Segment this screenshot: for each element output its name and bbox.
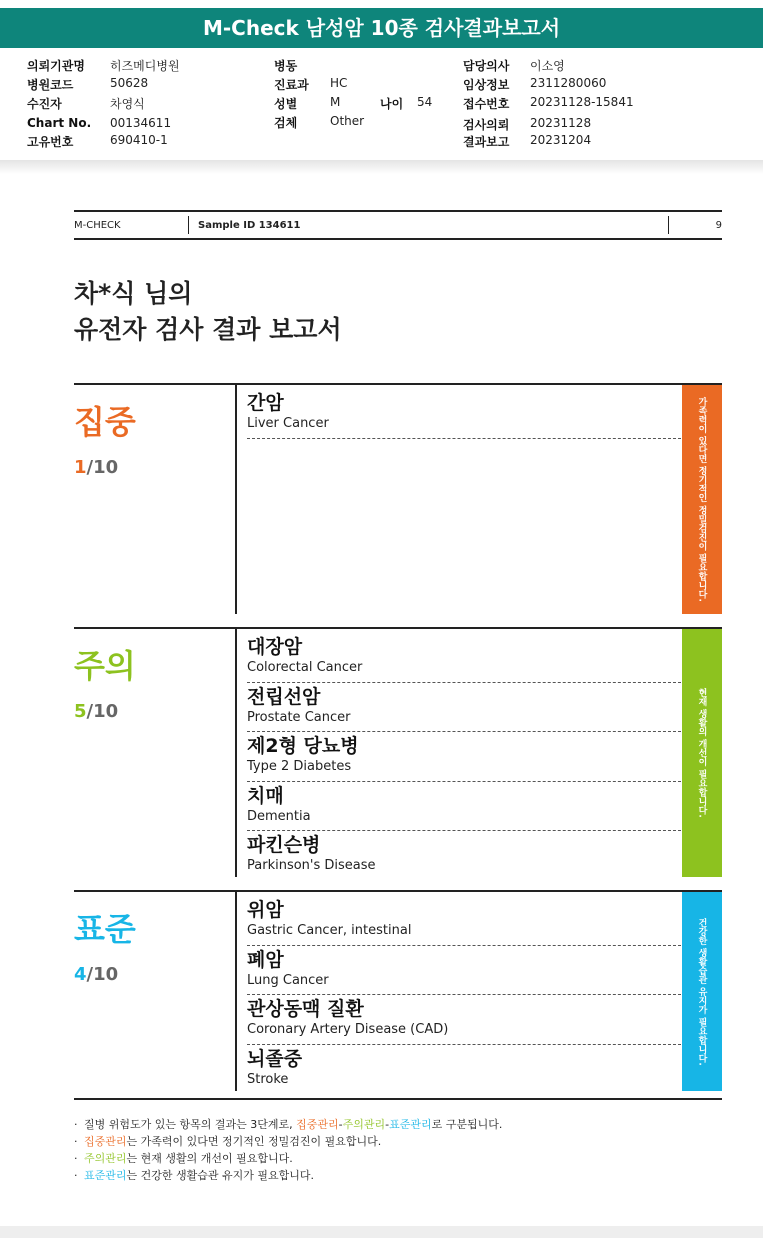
disease-list (247, 633, 681, 881)
disease-name-ko: 위암 (247, 899, 284, 921)
info-value: Other (330, 114, 365, 128)
header-page-number: 9 (715, 220, 722, 231)
note-dash: - (338, 1118, 343, 1131)
info-label: 임상정보 (463, 78, 510, 92)
disease-name-en: Gastric Cancer, intestinal (247, 923, 412, 938)
legend-notes (74, 1116, 502, 1184)
header-brand: M-CHECK (74, 220, 121, 231)
note-text: 로 구분됩니다. (431, 1118, 503, 1131)
disease-item (247, 633, 681, 683)
count-total: /10 (86, 457, 119, 478)
count-hit: 4 (74, 964, 87, 985)
disease-item (247, 389, 681, 439)
info-label: 수진자 (27, 97, 62, 111)
disease-name-ko: 간암 (247, 392, 284, 414)
disease-list (247, 389, 681, 439)
note-focus-term: 집중관리 (296, 1118, 339, 1131)
info-value: 히즈메디병원 (110, 59, 180, 73)
section-divider (235, 385, 237, 614)
note-standard-term: 표준관리 (389, 1118, 432, 1131)
disease-name-en: Lung Cancer (247, 972, 329, 988)
disease-name-ko: 폐암 (247, 948, 284, 971)
info-value: 00134611 (110, 116, 172, 130)
header-sample-id: Sample ID 134611 (198, 220, 301, 231)
info-value: HC (330, 76, 348, 90)
section-standard (74, 890, 722, 1089)
note-dash: - (385, 1118, 390, 1131)
disease-name-en: Dementia (247, 808, 311, 824)
note-line (74, 1133, 502, 1150)
disease-item (247, 831, 681, 881)
note-bullet: · (74, 1135, 78, 1148)
patient-info-block (0, 52, 763, 162)
running-header (74, 210, 722, 240)
disease-name-en: Liver Cancer (247, 416, 329, 431)
count-hit: 5 (74, 701, 87, 722)
info-value: 50628 (110, 76, 149, 90)
section-side-note: 건강한 생활습관 유지가 필요합니다. (682, 892, 722, 1091)
section-focus (74, 383, 722, 612)
disease-item (247, 896, 681, 946)
disease-item (247, 1045, 681, 1095)
note-caution-term: 주의관리 (84, 1152, 127, 1165)
section-side-note: 현재 생활의 개선이 필요합니다. (682, 629, 722, 877)
report-title: M-Check 남성암 10종 검사결과보고서 (0, 8, 763, 48)
info-label: 진료과 (274, 78, 309, 92)
info-label: Chart No. (27, 116, 92, 130)
disease-name-ko: 전립선암 (247, 685, 321, 708)
disease-name-en: Stroke (247, 1071, 289, 1087)
note-standard-term: 표준관리 (84, 1169, 127, 1182)
section-divider (235, 629, 237, 877)
info-value: 차영식 (110, 97, 145, 111)
disease-name-ko: 관상동맥 질환 (247, 998, 364, 1020)
note-caution-term: 주의관리 (342, 1118, 386, 1131)
info-label: 담당의사 (463, 59, 510, 73)
disease-name-ko: 치매 (247, 784, 284, 807)
section-count (74, 701, 118, 722)
section-caution (74, 627, 722, 875)
section-count (74, 457, 118, 478)
info-label: 병동 (274, 59, 298, 73)
header-divider (668, 216, 669, 234)
page-separator (0, 160, 763, 174)
note-line (74, 1150, 502, 1167)
info-label: 병원코드 (27, 78, 74, 92)
disease-name-en: Prostate Cancer (247, 709, 351, 725)
note-text: 는 현재 생활의 개선이 필요합니다. (126, 1152, 293, 1165)
note-focus-term: 집중관리 (84, 1135, 127, 1148)
info-label: 의뢰기관명 (27, 59, 85, 73)
info-label: 성별 (274, 97, 298, 111)
report-headline (74, 276, 342, 348)
disease-item (247, 946, 681, 996)
disease-name-en: Parkinson's Disease (247, 858, 376, 873)
section-category: 집중 (74, 403, 136, 441)
note-text: 질병 위험도가 있는 항목의 결과는 3단계로, (84, 1118, 297, 1131)
note-bullet: · (74, 1152, 78, 1165)
info-label: 검체 (274, 116, 298, 130)
section-side-note: 가족력이 있다면 정기적인 정밀검진이 필요합니다. (682, 385, 722, 614)
disease-name-en: Type 2 Diabetes (247, 759, 352, 774)
disease-item (247, 683, 681, 733)
info-value: 2311280060 (530, 76, 607, 90)
info-value: 20231128 (530, 116, 592, 130)
disease-name-ko: 제2형 당뇨병 (247, 735, 359, 757)
info-value: 20231128-15841 (530, 95, 634, 109)
info-value: 이소영 (530, 59, 565, 73)
header-divider (188, 216, 189, 234)
disease-item (247, 732, 681, 782)
note-text: 는 가족력이 있다면 정기적인 정밀검진이 필요합니다. (126, 1135, 382, 1148)
info-value: 54 (417, 95, 433, 109)
bottom-rule (74, 1098, 722, 1100)
note-line (74, 1167, 502, 1184)
info-label: 결과보고 (463, 135, 510, 149)
headline-line-1: 차*식 님의 (74, 279, 193, 308)
info-label: 접수번호 (463, 97, 510, 111)
info-value: 20231204 (530, 133, 592, 147)
disease-name-en: Coronary Artery Disease (CAD) (247, 1022, 449, 1037)
count-hit: 1 (74, 457, 87, 478)
disease-name-ko: 뇌졸중 (247, 1047, 303, 1070)
section-divider (235, 892, 237, 1091)
info-label: 검사의뢰 (463, 118, 510, 132)
note-line (74, 1116, 502, 1133)
disease-item (247, 995, 681, 1045)
note-bullet: · (74, 1118, 78, 1131)
info-label: 나이 (380, 97, 404, 111)
page-footer-strip (0, 1226, 763, 1238)
disease-list (247, 896, 681, 1094)
disease-name-ko: 대장암 (247, 636, 303, 658)
section-category: 주의 (74, 647, 136, 685)
info-label: 고유번호 (27, 135, 74, 149)
info-value: M (330, 95, 341, 109)
info-value: 690410-1 (110, 133, 168, 147)
count-total: /10 (86, 964, 119, 985)
note-text: 는 건강한 생활습관 유지가 필요합니다. (126, 1169, 315, 1182)
disease-name-ko: 파킨슨병 (247, 834, 321, 856)
headline-line-2: 유전자 검사 결과 보고서 (74, 315, 342, 344)
disease-item (247, 782, 681, 832)
disease-name-en: Colorectal Cancer (247, 660, 363, 675)
note-bullet: · (74, 1169, 78, 1182)
section-category: 표준 (74, 910, 136, 948)
count-total: /10 (86, 701, 119, 722)
section-count (74, 964, 118, 985)
